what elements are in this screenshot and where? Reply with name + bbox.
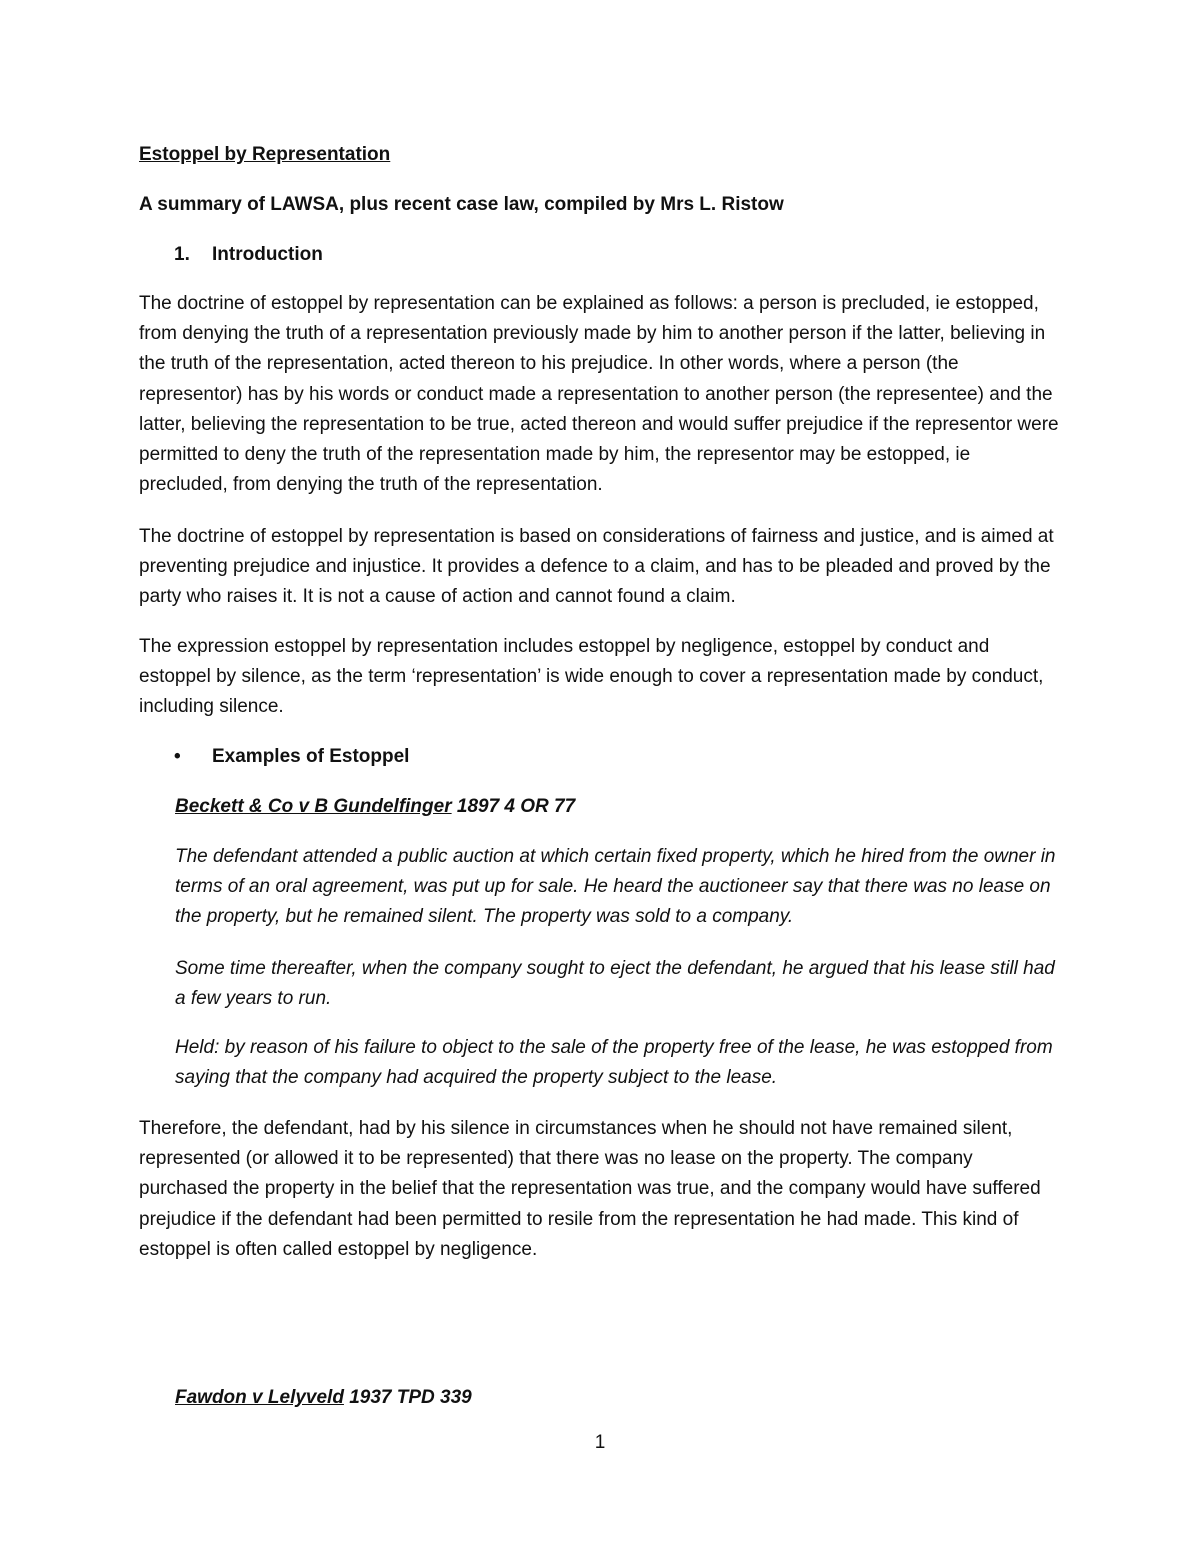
case-name: Beckett & Co v B Gundelfinger xyxy=(175,796,452,817)
section-heading xyxy=(174,240,1099,270)
paragraph-scope: The expression estoppel by representation includes estoppel by negligence, estoppel by conduct and estoppel by silence, as the term ‘representation’ is wide enough to cover a representation made by conduct, including silence. xyxy=(139,636,1044,718)
case-commentary: Therefore, the defendant, had by his silence in circumstances when he should not have remained silent, represented (or allowed it to be represented) that there was no lease on the property. The company purchased the property in the belief that the representation was true, and the company would have suffered prejudice if the defendant had been permitted to resile from the representation he had made. This kind of estoppel is often called estoppel by negligence. xyxy=(139,1118,1041,1260)
case-heading-fawdon xyxy=(175,1383,1100,1413)
examples-heading xyxy=(174,742,1099,772)
section-heading-text: Introduction xyxy=(212,244,323,265)
section-number: 1. xyxy=(174,244,190,265)
case-name: Fawdon v Lelyveld xyxy=(175,1387,344,1408)
case-facts-continued: Some time thereafter, when the company sought to eject the defendant, he argued that his lease still had a few years to run. xyxy=(175,958,1055,1010)
examples-heading-text: Examples of Estoppel xyxy=(212,746,410,767)
page-number: 1 xyxy=(594,1432,606,1453)
case-facts: The defendant attended a public auction at which certain fixed property, which he hired from the owner in terms of an oral agreement, was put up for sale. He heard the auctioneer say that there was no lease on the property, but he remained silent. The property was sold to a company. xyxy=(175,846,1056,928)
case-holding: Held: by reason of his failure to object to the sale of the property free of the lease, he was estopped from saying that the company had acquired the property subject to the lease. xyxy=(175,1037,1053,1089)
case-citation: 1937 TPD 339 xyxy=(343,1387,472,1408)
document-title: Estoppel by Representation xyxy=(139,144,391,165)
paragraph-definition: The doctrine of estoppel by representation can be explained as follows: a person is precluded, ie estopped, from denying the truth of a representation previously made by him to another person if the latter, believing in the truth of the representation, acted thereon to his prejudice. In other words, where a person (the representor) has by his words or conduct made a representation to another person (the representee) and the latter, believing the representation to be true, acted thereon and would suffer prejudice if the representor were permitted to deny the truth of the representation made by him, the representor may be estopped, ie precluded, from denying the truth of the representation. xyxy=(139,293,1059,496)
document-subtitle: A summary of LAWSA, plus recent case law, compiled by Mrs L. Ristow xyxy=(139,194,784,215)
paragraph-basis: The doctrine of estoppel by representation is based on considerations of fairness and justice, and is aimed at preventing prejudice and injustice. It provides a defence to a claim, and has to be pleaded and proved by the party who raises it. It is not a cause of action and cannot found a claim. xyxy=(139,526,1054,608)
case-citation: 1897 4 OR 77 xyxy=(451,796,576,817)
case-heading-beckett xyxy=(175,792,1100,822)
bullet-icon: • xyxy=(174,746,181,767)
